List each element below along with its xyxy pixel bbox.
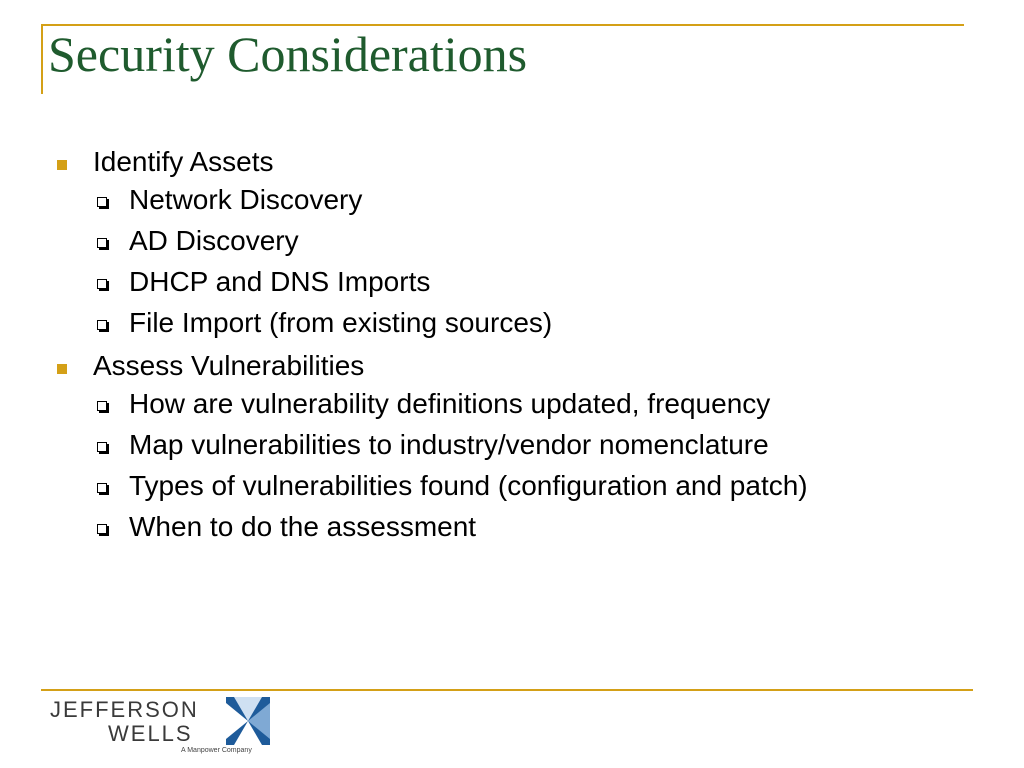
logo-line-2: WELLS <box>108 721 193 746</box>
sub-bullet-text: How are vulnerability definitions updated, frequency <box>129 388 771 419</box>
title-rule-left <box>41 24 43 94</box>
bullet-text: Assess Vulnerabilities <box>93 350 365 381</box>
sub-bullet <box>0 512 1024 542</box>
hollow-square-bullet-icon <box>97 238 107 248</box>
jefferson-wells-logo-icon <box>226 697 270 745</box>
hollow-square-bullet-icon <box>97 279 107 289</box>
logo-line-1: JEFFERSON <box>50 697 199 722</box>
sub-bullet-text: DHCP and DNS Imports <box>129 266 431 297</box>
hollow-square-bullet-icon <box>97 320 107 330</box>
hollow-square-bullet-icon <box>97 401 107 411</box>
sub-bullet <box>0 226 1024 256</box>
square-bullet-icon <box>57 160 67 170</box>
square-bullet-icon <box>57 364 67 374</box>
sub-bullet-text: When to do the assessment <box>129 511 477 542</box>
sub-bullet-text: Map vulnerabilities to industry/vendor nomenclature <box>129 429 769 460</box>
sub-bullet <box>0 267 1024 297</box>
sub-bullet-text: AD Discovery <box>129 225 299 256</box>
sub-bullet <box>0 471 1024 501</box>
sub-bullet <box>0 430 1024 460</box>
hollow-square-bullet-icon <box>97 524 107 534</box>
logo-tagline: A Manpower Company <box>181 747 252 754</box>
hollow-square-bullet-icon <box>97 483 107 493</box>
bullet-identify-assets <box>0 145 1024 179</box>
slide-title: Security Considerations <box>48 26 528 82</box>
hollow-square-bullet-icon <box>97 442 107 452</box>
sub-bullet <box>0 185 1024 215</box>
sub-bullet <box>0 389 1024 419</box>
sub-bullet-text: Network Discovery <box>129 184 363 215</box>
bullet-assess-vulnerabilities <box>0 349 1024 383</box>
hollow-square-bullet-icon <box>97 197 107 207</box>
bullet-text: Identify Assets <box>93 146 274 177</box>
jefferson-wells-logo <box>50 695 280 760</box>
sub-bullet-text: File Import (from existing sources) <box>129 307 553 338</box>
sub-bullet <box>0 308 1024 338</box>
bullet-list <box>0 145 1024 553</box>
footer-rule <box>41 689 973 691</box>
sub-bullet-text: Types of vulnerabilities found (configuration and patch) <box>129 470 808 501</box>
